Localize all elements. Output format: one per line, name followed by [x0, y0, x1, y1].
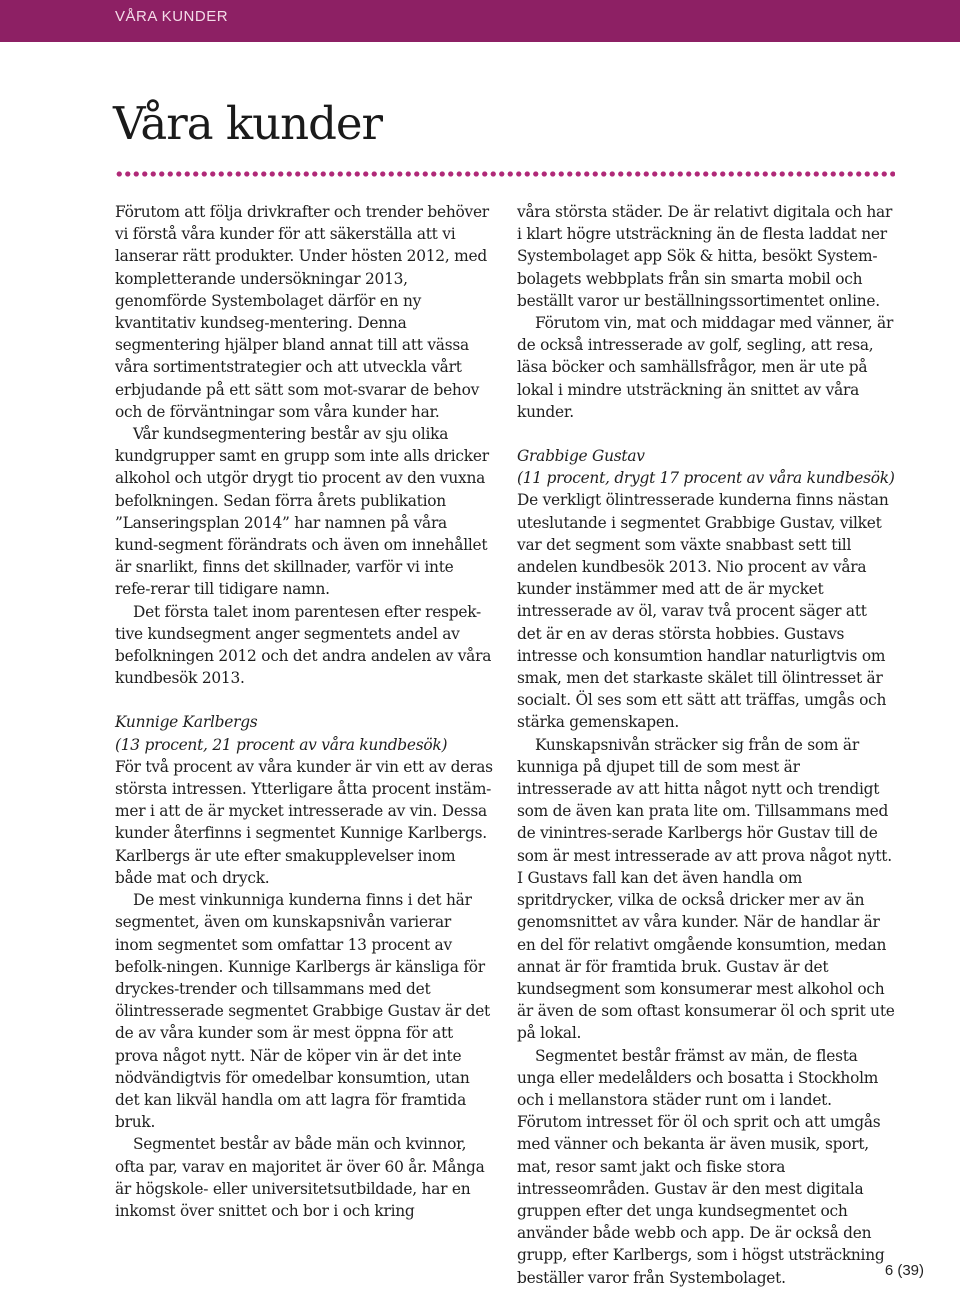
- intro-paragraph-1: Förutom att följa drivkrafter och trender behöver vi förstå våra kunder för att säkerställa att vi lanserar rätt produkter. Under hösten 2012, med kompletterande undersökningar 2013, genomförde Systembolaget därför en ny kvantitativ kundseg-mentering. Denna segmentering hjälper bland annat till att vässa våra sortimentstrategier och att utveckla vårt erbjudande på ett sätt som mot-svarar de behov och de förväntningar som våra kunder har.: [115, 203, 489, 421]
- gustav-paragraph-1: De verkligt ölintresserade kunderna finns nästan uteslutande i segmentet Grabbige Gustav, vilket var det segment som växte snabbast sett till andelen kundbesök 2013. Nio procent av våra kunder instämmer med att de är mycket intresserade av öl, varav två procent säger att det är en av deras största hobbies. Gustavs intresse och konsumtion handlar naturligtvis om smak, men det starkaste skälet till ölintresset är socialt. Öl ses som ett sätt att träffas, umgås och stärka gemenskapen.: [517, 491, 889, 732]
- intro-paragraph-2: Vår kundsegmentering består av sju olika kundgrupper samt en grupp som inte alls dricker alkohol och utgör drygt tio procent av den vuxna befolkningen. Sedan förra årets publikation ”Lanseringsplan 2014” har namnen på våra kund-segment förändrats och även om innehållet är snarlikt, finns det skillnader, varför vi inte refe-rerar till tidigare namn.: [115, 425, 489, 599]
- segment-stats-gustav: (11 procent, drygt 17 procent av våra kundbesök): [517, 469, 895, 488]
- segment-heading-karlbergs: Kunnige Karlbergs: [115, 713, 258, 732]
- intro-paragraph-3: Det första talet inom parentesen efter respek-tive kundsegment anger segmentets andel av befolkningen 2012 och det andra andelen av våra kundbesök 2013.: [115, 602, 492, 688]
- karlbergs-paragraph-2: De mest vinkunniga kunderna finns i det här segmentet, även om kunskapsnivån varierar inom segmentet som omfattar 13 procent av befolk-ningen. Kunnige Karlbergs är känsliga för dryckes-trender och tillsammans med det ölintresserade segmentet Grabbige Gustav är det de av våra kunder som är mest öppna för att prova något nytt. När de köper vin är det inte nödvändigtvis för omedelbar konsumtion, utan det kan likväl handla om att lagra för framtida bruk.: [115, 891, 490, 1132]
- karlbergs-paragraph-1: För två procent av våra kunder är vin ett av deras största intressen. Ytterligare åtta procent instäm-mer i att de är mycket intresserade av vin. Dessa kunder återfinns i segmentet Kunnige Karlbergs. Karlbergs är ute efter smakupplevelser inom både mat och dryck.: [115, 757, 493, 887]
- page-title: Våra kunder: [113, 97, 383, 150]
- karlbergs-continued-paragraph: våra största städer. De är relativt digitala och har i klart högre utsträckning än de flesta laddat ner Systembolaget app Sök & hitta, besökt System-bolagets webbplats från sin smarta mobil och beställt varor ur beställningssortimentet online.: [517, 203, 893, 310]
- section-header-bar: [0, 0, 960, 42]
- segment-stats-karlbergs: (13 procent, 21 procent av våra kundbesök): [115, 735, 448, 754]
- gustav-paragraph-2: Kunskapsnivån sträcker sig från de som är kunniga på djupet till de som mest är intresserade av att hitta något nytt och trendigt som de även kan prata lite om. Tillsammans med de vinintres-serade Karlbergs hör Gustav till de som är mest intresserade av att prova något nytt. I Gustavs fall kan det även handla om spritdrycker, vilka de också dricker mer av än genomsnittet av våra kunder. När de handlar är en del för relativt omgående konsumtion, medan annat är för framtida bruk. Gustav är det kundsegment som konsumerar mest alkohol och är även de som oftast konsumerar öl och sprit ute på lokal.: [517, 735, 895, 1043]
- left-column: [115, 201, 493, 1222]
- dotted-divider: [115, 170, 895, 178]
- karlbergs-interests-paragraph: Förutom vin, mat och middagar med vänner, är de också intresserade av golf, segling, att resa, läsa böcker och samhällsfrågor, men är ute på lokal i mindre utsträckning än snittet av våra kunder.: [517, 314, 894, 421]
- segment-heading-gustav: Grabbige Gustav: [517, 447, 645, 466]
- gustav-paragraph-3: Segmentet består främst av män, de flesta unga eller medelålders och bosatta i Stockholm och i mellanstora städer runt om i landet. Förutom intresset för öl och sprit och att umgås med vänner och bekanta är även musik, sport, mat, resor samt jakt och fiske stora intresseområden. Gustav är den mest digitala gruppen efter det unga kundsegmentet och använder både webb och app. De är också den grupp, efter Karlbergs, som i högst utsträckning beställer varor från Systembolaget.: [517, 1046, 885, 1287]
- page-number: 6 (39): [884, 1262, 924, 1279]
- right-column: [517, 201, 895, 1289]
- section-label: VÅRA KUNDER: [115, 8, 229, 25]
- karlbergs-paragraph-3: Segmentet består av både män och kvinnor, ofta par, varav en majoritet är över 60 år. Många är högskole- eller universitetsutbildade, har en inkomst över snittet och bor i och kring: [115, 1135, 485, 1220]
